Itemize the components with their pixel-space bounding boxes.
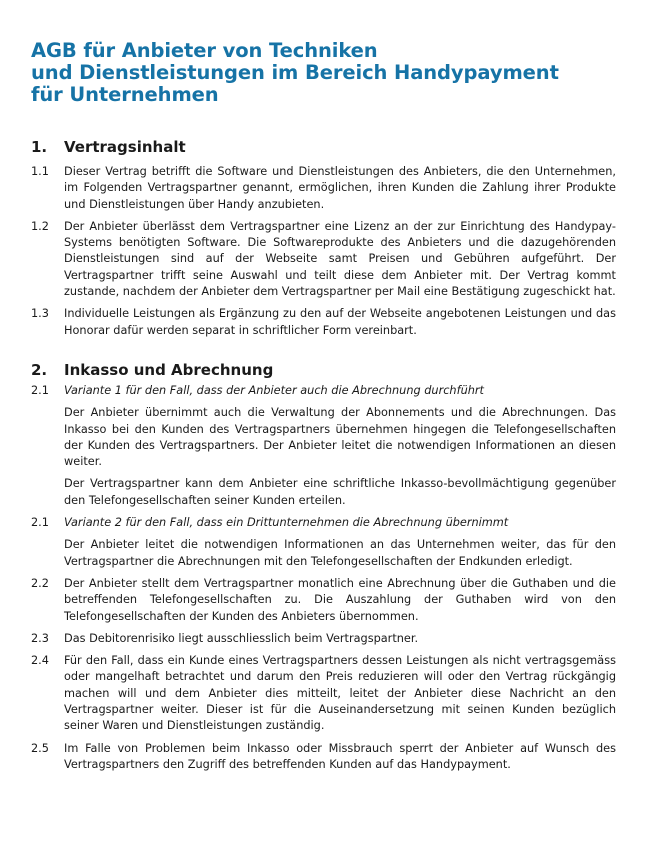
section-2-heading xyxy=(31,361,616,379)
clause-number: 2.4 xyxy=(31,654,49,668)
document-page xyxy=(31,40,616,773)
clause-1-1 xyxy=(31,164,616,213)
clause-text: Individuelle Leistungen als Ergänzung zu den auf der Webseite angebotenen Leistungen und das Honorar dafür werden separat in schriftlicher Form vereinbart. xyxy=(64,307,616,337)
clause-number: 2.1 xyxy=(31,383,49,397)
clause-text: Dieser Vertrag betrifft die Software und Dienstleistungen des Anbieters, die den Unternehmen, im Folgenden Vertragspartner genannt, ermöglichen, ihren Kunden die Zahlung ihrer Produkte und Dienstleistungen über Handy anzubieten. xyxy=(64,165,616,211)
title-line-1: AGB für Anbieter von Techniken xyxy=(31,39,378,62)
clause-number: 1.2 xyxy=(31,219,49,233)
title-line-3: für Unternehmen xyxy=(31,83,219,106)
section-2-number: 2. xyxy=(31,360,48,379)
clause-number: 2.3 xyxy=(31,631,49,645)
clause-text: Der Anbieter stellt dem Vertragspartner monatlich eine Abrechnung über die Guthaben und die betreffenden Telefongesellschaften zu. Die Auszahlung der Guthaben wird von den Telefongesellschaften der Kunden des Anbieters übernommen. xyxy=(64,576,616,623)
clause-text: Im Falle von Problemen beim Inkasso oder Missbrauch sperrt der Anbieter auf Wunsch des Vertragspartners den Zugriff des betreffenden Kunden auf das Handypayment. xyxy=(64,741,616,771)
clause-2-1-variant-2 xyxy=(31,515,616,531)
variant-title: Variante 1 für den Fall, dass der Anbieter auch die Abrechnung durchführt xyxy=(64,383,484,397)
variant-1-paragraph-2: Der Vertragspartner kann dem Anbieter eine schriftliche Inkasso-bevollmächtigung gegenüber den Telefongesellschaften seiner Kunden erteilen. xyxy=(64,477,616,507)
clause-text: Der Anbieter überlässt dem Vertragspartner eine Lizenz an der zur Einrichtung des Handypay-Systems benötigten Software. Die Softwareprodukte des Anbieters und die dazugehörenden Dienstleistungen sind auf der Webseite samt Preisen und Gebühren aufgeführt. Der Vertragspartner trifft seine Auswahl und teilt diese dem Anbieter mit. Der Vertrag kommt zustande, nachdem der Anbieter dem Vertragspartner per Mail eine Bestätigung zugeschickt hat. xyxy=(64,219,616,299)
section-1-heading xyxy=(31,138,616,156)
clause-text: Für den Fall, dass ein Kunde eines Vertragspartners dessen Leistungen als nicht vertragsgemäss oder mangelhaft betrachtet und darum den Preis reduzieren will oder den Vertrag rückgängig machen will und dem Anbieter dies mitteilt, leitet der Anbieter diese Nachricht an den Vertragspartner weiter. Dieser ist für die Auseinandersetzung mit seinen Kunden bezüglich seiner Waren und Dienstleistungen zuständig. xyxy=(64,654,616,733)
clause-number: 2.1 xyxy=(31,516,49,530)
clause-2-1-variant-1 xyxy=(31,383,616,399)
clause-number: 1.3 xyxy=(31,307,49,321)
clause-text: Das Debitorenrisiko liegt ausschliesslich beim Vertragspartner. xyxy=(64,631,419,645)
clause-number: 2.2 xyxy=(31,576,49,590)
document-title xyxy=(31,40,616,106)
clause-2-4 xyxy=(31,653,616,734)
clause-1-2 xyxy=(31,219,616,300)
title-line-2: und Dienstleistungen im Bereich Handypayment xyxy=(31,61,559,84)
section-1-number: 1. xyxy=(31,138,48,156)
variant-1-paragraph-1: Der Anbieter übernimmt auch die Verwaltung der Abonnements und die Abrechnungen. Das Inkasso bei den Kunden des Vertragspartners übernehmen hingegen die Telefongesellschaften der Kunden des Vertragspartners. Der Anbieter leitet die notwendigen Informationen an diesen weiter. xyxy=(64,406,616,469)
section-2-title: Inkasso und Abrechnung xyxy=(64,360,274,379)
variant-title: Variante 2 für den Fall, dass ein Drittunternehmen die Abrechnung übernimmt xyxy=(64,516,509,530)
variant-2-paragraph-1: Der Anbieter leitet die notwendigen Informationen an das Unternehmen weiter, das für den Vertragspartner die Abrechnungen mit den Telefongesellschaften der Endkunden erledigt. xyxy=(64,538,616,568)
clause-number: 2.5 xyxy=(31,741,49,755)
clause-2-3 xyxy=(31,631,616,647)
section-1-title: Vertragsinhalt xyxy=(64,138,186,156)
clause-2-5 xyxy=(31,741,616,774)
clause-1-3 xyxy=(31,306,616,339)
clause-number: 1.1 xyxy=(31,165,49,178)
clause-2-2 xyxy=(31,576,616,625)
